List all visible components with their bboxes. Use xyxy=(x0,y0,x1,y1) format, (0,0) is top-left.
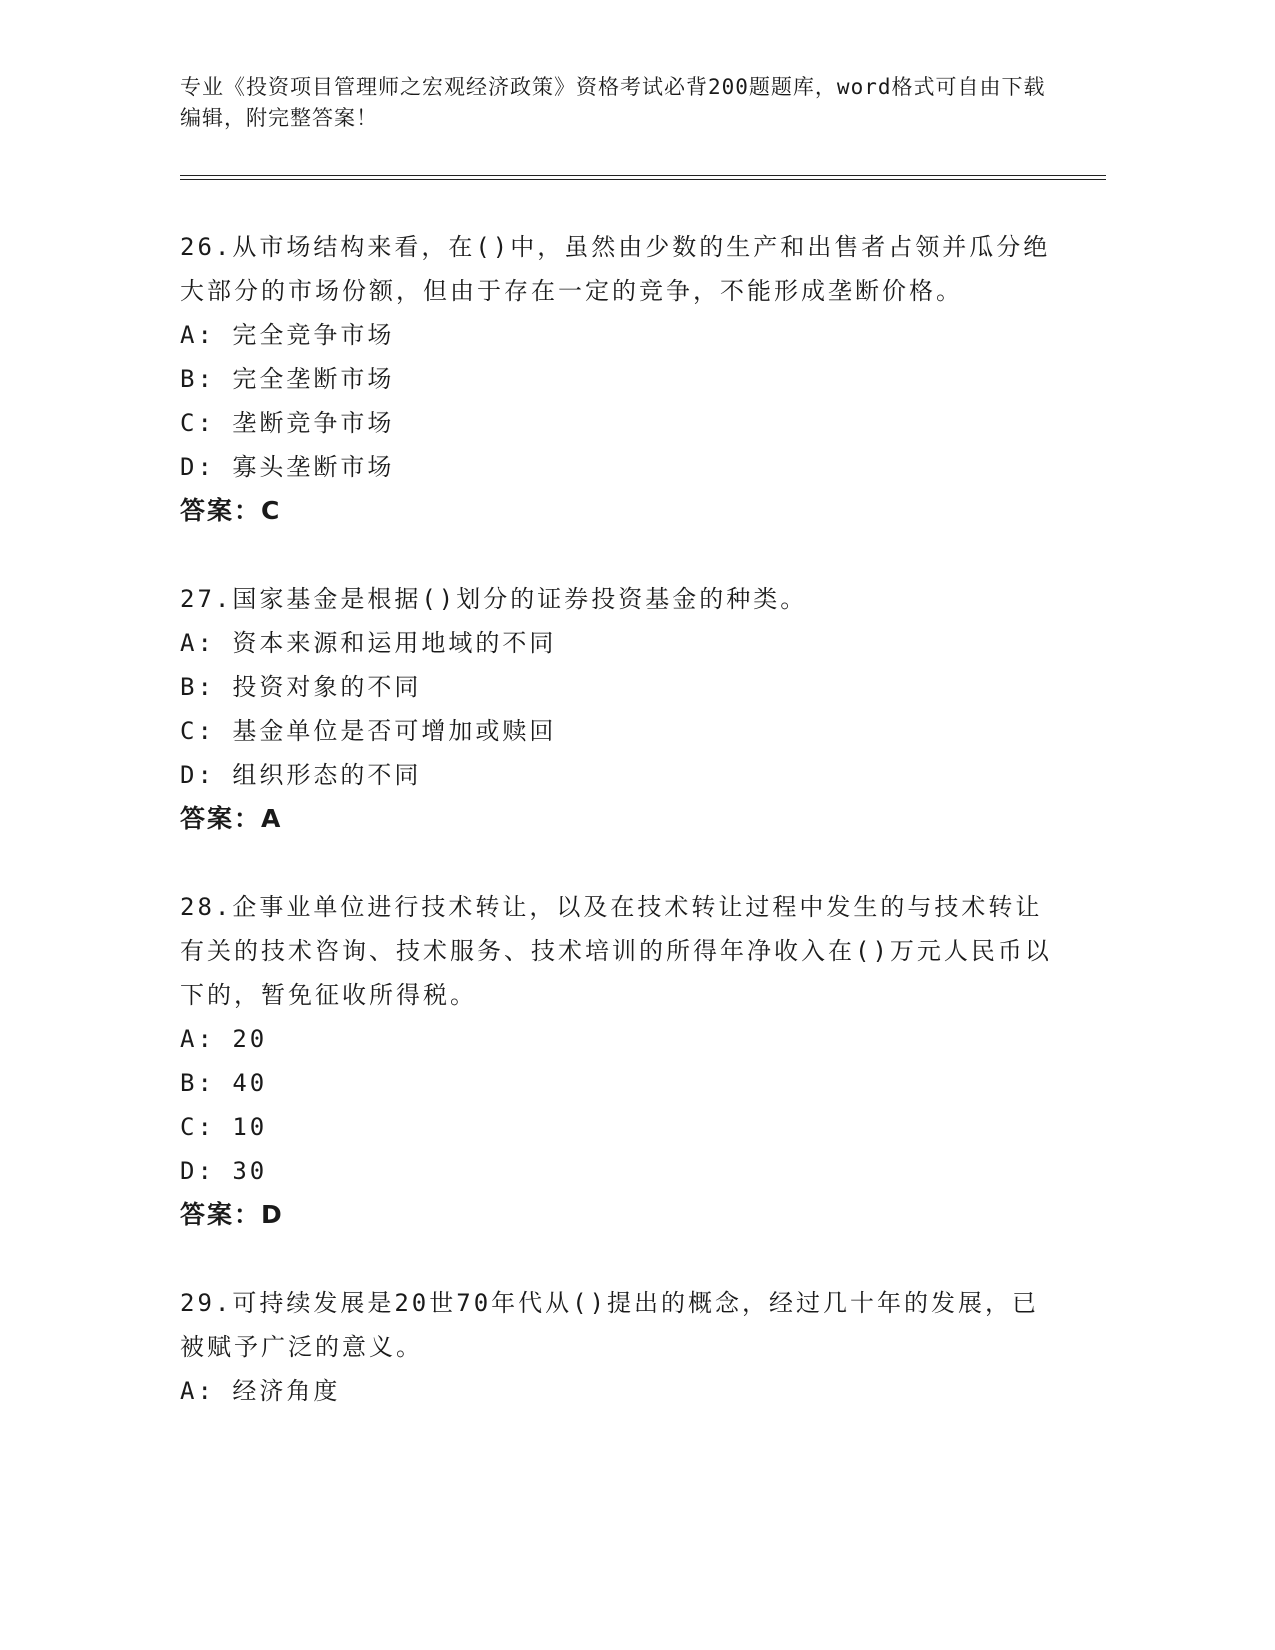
question-number: 26. xyxy=(180,233,233,261)
option-c xyxy=(180,709,1060,753)
option-letter: A: xyxy=(180,321,215,349)
question-text: 国家基金是根据()划分的证券投资基金的种类。 xyxy=(232,585,808,613)
option-b xyxy=(180,1061,1060,1105)
option-text: 投资对象的不同 xyxy=(232,673,422,701)
option-letter: A: xyxy=(180,1377,215,1405)
option-text: 基金单位是否可增加或赎回 xyxy=(232,717,557,745)
question-28 xyxy=(180,885,1060,1237)
option-text: 垄断竞争市场 xyxy=(232,409,395,437)
option-a xyxy=(180,1369,1060,1413)
question-number: 28. xyxy=(180,893,233,921)
option-text: 寡头垄断市场 xyxy=(232,453,395,481)
document-title: 专业《投资项目管理师之宏观经济政策》资格考试必背200题题库，word格式可自由下载编辑，附完整答案！ xyxy=(180,75,1046,130)
option-a xyxy=(180,313,1060,357)
option-a xyxy=(180,621,1060,665)
option-letter: D: xyxy=(180,1157,215,1185)
question-text: 从市场结构来看，在()中，虽然由少数的生产和出售者占领并瓜分绝大部分的市场份额，但由于存在一定的竞争，不能形成垄断价格。 xyxy=(180,233,1051,305)
option-text: 完全竞争市场 xyxy=(232,321,395,349)
option-text: 资本来源和运用地域的不同 xyxy=(232,629,557,657)
question-stem xyxy=(180,577,1060,621)
option-letter: B: xyxy=(180,1069,215,1097)
option-b xyxy=(180,357,1060,401)
question-text: 企事业单位进行技术转让，以及在技术转让过程中发生的与技术转让有关的技术咨询、技术服务、技术培训的所得年净收入在()万元人民币以下的，暂免征收所得税。 xyxy=(180,893,1052,1009)
answer-line: 答案：C xyxy=(180,496,282,525)
option-letter: D: xyxy=(180,453,215,481)
option-d xyxy=(180,1149,1060,1193)
header-divider xyxy=(180,175,1106,180)
option-c xyxy=(180,401,1060,445)
option-letter: C: xyxy=(180,1113,215,1141)
option-letter: A: xyxy=(180,629,215,657)
question-text: 可持续发展是20世70年代从()提出的概念，经过几十年的发展，已被赋予广泛的意义。 xyxy=(180,1289,1040,1361)
option-a xyxy=(180,1017,1060,1061)
option-d xyxy=(180,445,1060,489)
question-number: 27. xyxy=(180,585,233,613)
option-c xyxy=(180,1105,1060,1149)
answer-line: 答案：A xyxy=(180,804,283,833)
question-stem xyxy=(180,885,1060,1017)
option-letter: C: xyxy=(180,717,215,745)
option-text: 40 xyxy=(232,1069,268,1097)
option-text: 30 xyxy=(232,1157,268,1185)
question-29 xyxy=(180,1281,1060,1413)
option-b xyxy=(180,665,1060,709)
option-letter: B: xyxy=(180,365,215,393)
option-letter: B: xyxy=(180,673,215,701)
document-header xyxy=(180,72,1060,134)
question-number: 29. xyxy=(180,1289,233,1317)
option-text: 完全垄断市场 xyxy=(232,365,395,393)
option-text: 经济角度 xyxy=(232,1377,341,1405)
question-stem xyxy=(180,1281,1060,1369)
answer-line: 答案：D xyxy=(180,1200,284,1229)
option-d xyxy=(180,753,1060,797)
option-letter: C: xyxy=(180,409,215,437)
option-letter: D: xyxy=(180,761,215,789)
question-list xyxy=(180,225,1060,1457)
question-26 xyxy=(180,225,1060,533)
option-text: 组织形态的不同 xyxy=(232,761,422,789)
option-letter: A: xyxy=(180,1025,215,1053)
question-stem xyxy=(180,225,1060,313)
question-27 xyxy=(180,577,1060,841)
option-text: 10 xyxy=(232,1113,268,1141)
option-text: 20 xyxy=(232,1025,268,1053)
